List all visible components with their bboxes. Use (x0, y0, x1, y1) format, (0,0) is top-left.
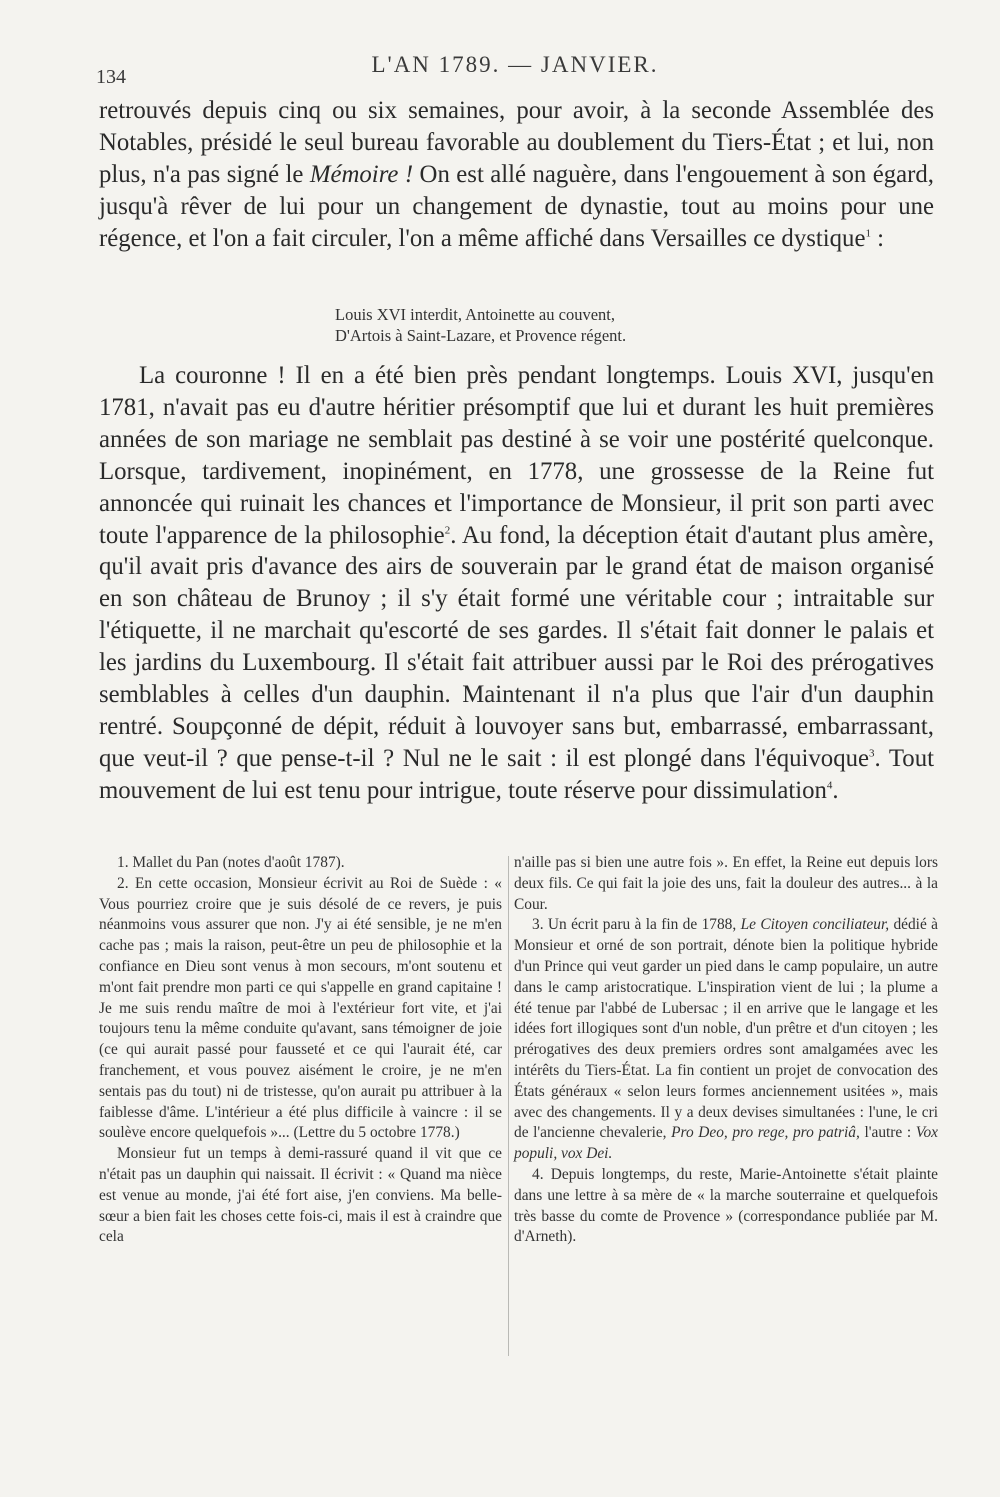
footnote-2: 2. En cette occasion, Monsieur écrivit au Roi de Suède : « Vous pourriez croire que je suis désolé de ce revers, je puis néanmoins vous assurer que non. J'y ai été sensible, je ne m'en cache pas ; mais la raison, peut-être un peu de philosophie et la confiance en Dieu sont venus à mon secours, m'ont soutenu et m'ont fait prendre mon parti ce qui s'appelle en grand capitaine ! Je me suis rendu maître de moi à l'extérieur fort vite, et j'ai toujours tenu la même conduite qu'avant, sans témoigner de joie (ce qui aurait passé pour fausseté et ce qui l'aurait été, car franchement, et vous pouvez aisément le croire, je ne m'en sentais pas du tout) ni de tristesse, qu'on aurait pu attribuer à la faiblesse d'âme. L'intérieur a été plus difficile à vaincre : il se soulève encore quelquefois »... (Lettre du 5 octobre 1778.) (99, 874, 502, 1142)
memoire-title: Mémoire ! (309, 160, 414, 188)
paragraph-2-text-c: . Tout mouvement de lui est tenu pour intrigue, toute réserve pour dissimulation (99, 744, 934, 804)
paragraph-2-text-a: La couronne ! Il en a été bien près pendant longtemps. Louis XVI, jusqu'en 1781, n'avait pas eu d'autre héritier présomptif que lui et durant les huit premières années de son mariage ne semblait pas destiné à se voir une postérité quelconque. Lorsque, tardivement, inopinément, en 1778, une grossesse de la Reine fut annoncée qui ruinait les chances et l'importance de Monsieur, il prit son parti avec toute l'apparence de la philosophie (99, 362, 934, 549)
verse-line-2: D'Artois à Saint-Lazare, et Provence régent. (335, 326, 627, 345)
verse-line-1: Louis XVI interdit, Antoinette au couvent, (335, 305, 615, 324)
footnote-3-text-b: dédié à Monsieur et orné de son portrait, dénote bien la politique hybride d'un Prince qui veut garder un pied dans le camp populaire, un autre dans le camp aristocratique. L'inspiration vient de lui ; la plume a été tenue par l'abbé de Lubersac ; il en arrive que le langage et les idées fort illogiques sont d'un noble, d'un prêtre et d'un citoyen ; les prérogatives des deux premiers ordres sont amalgamées avec les intérêts du Tiers-État. La fin contient un projet de convocation des États généraux « selon leurs formes anciennement usitées », mais avec des changements. Il y a deux devises simultanées : l'une, le cri de l'ancienne chevalerie, (514, 916, 938, 1142)
verse-couplet (335, 304, 895, 346)
motto-pro-deo: Pro Deo, pro rege, pro patriâ, (671, 1124, 860, 1142)
note-ref-1[interactable]: 1 (865, 227, 871, 240)
footnote-4: 4. Depuis longtemps, du reste, Marie-Antoinette s'était plainte dans une lettre à sa mère de « la marche souterraine et quelquefois très basse du comte de Provence » (correspondance publiée par M. d'Arneth). (514, 1165, 938, 1246)
footnote-2-end: n'aille pas si bien une autre fois ». En effet, la Reine eut depuis lors deux fils. Ce qui fait la joie des uns, fait la douleur des autres... à la Cour. (514, 854, 938, 913)
paragraph-1-text-cont: On est allé naguère, dans l'engouement à son égard, jusqu'à rêver de lui pour un changement de dynastie, tout au moins pour une régence, et l'on a fait circuler, l'on a même affiché dans Versailles ce dystique (99, 160, 934, 252)
note-ref-4[interactable]: 4 (826, 779, 833, 792)
footnote-1: 1. Mallet du Pan (notes d'août 1787). (117, 854, 345, 871)
citoyen-title: Le Citoyen conciliateur, (740, 916, 890, 934)
footnotes-left-column (99, 853, 502, 1248)
page-number: 134 (96, 66, 126, 88)
paragraph-2-end: . (832, 776, 839, 804)
paragraph-1-text: retrouvés depuis cinq ou six semaines, pour avoir, à la seconde Assemblée des Notables, présidé le seul bureau favorable au doublement du Tiers-État ; et lui, non plus, n'a pas signé le (99, 97, 934, 188)
paragraph-2 (99, 360, 934, 807)
running-head: L'AN 1789. — JANVIER. (371, 52, 659, 77)
note-ref-3[interactable]: 3 (869, 747, 875, 760)
footnote-2-continued: Monsieur fut un temps à demi-rassuré quand il vit que ce n'était pas un dauphin qui naissait. Il écrivit : « Quand ma nièce est venue au monde, j'ai été fort aise, j'en conviens. Ma belle-sœur a bien fait les choses cette fois-ci, mais il est à craindre que cela (99, 1145, 502, 1246)
footnote-3-text-c: l'autre : (859, 1124, 916, 1142)
column-divider (508, 856, 509, 1356)
motto-vox-populi: Vox populi, vox Dei. (514, 1124, 938, 1163)
paragraph-1-end: : (870, 224, 885, 252)
paragraph-1 (99, 95, 934, 255)
footnote-3 (514, 915, 938, 1165)
paragraph-2-text-b: . Au fond, la déception était d'autant plus amère, qu'il avait pris d'avance des airs de souverain par le grand état de maison organisé en son château de Brunoy ; il s'y était formé une véritable cour ; intraitable sur l'étiquette, il ne marchait qu'escorté de ses gardes. Il s'était fait donner le palais et les jardins du Luxembourg. Il s'était fait attribuer aussi par le Roi des prérogatives semblables à celles d'un dauphin. Maintenant il n'a plus que l'air d'un dauphin rentré. Soupçonné de dépit, réduit à louvoyer sans but, embarrassé, embarrassant, que veut-il ? que pense-t-il ? Nul ne le sait : il est plongé dans l'équivoque (99, 521, 934, 772)
note-ref-2[interactable]: 2 (444, 524, 451, 537)
footnote-3-text-a: 3. Un écrit paru à la fin de 1788, (532, 916, 741, 934)
footnotes-right-column (514, 853, 938, 1248)
